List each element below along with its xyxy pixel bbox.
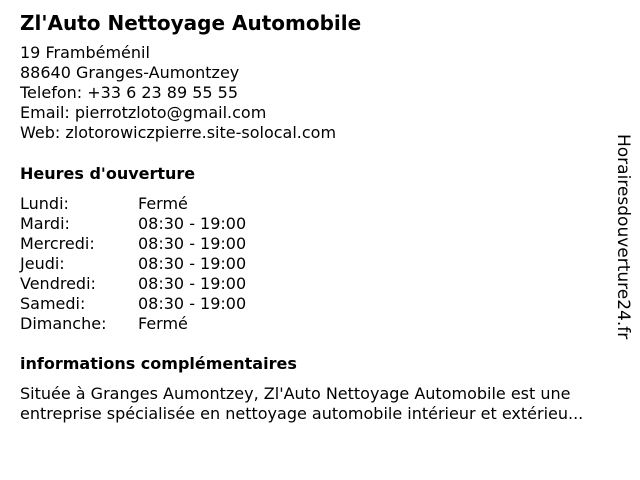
hours-row-friday [20, 274, 340, 294]
time-value: Fermé [138, 194, 188, 213]
hours-row-wednesday [20, 234, 340, 254]
hours-heading: Heures d'ouverture [20, 164, 196, 183]
phone-number: Telefon: +33 6 23 89 55 55 [20, 83, 239, 102]
time-value: 08:30 - 19:00 [138, 214, 247, 233]
day-label: Samedi: [20, 294, 86, 313]
day-label: Mardi: [20, 214, 70, 233]
time-value: 08:30 - 19:00 [138, 234, 247, 253]
day-label: Mercredi: [20, 234, 95, 253]
description-line: Située à Granges Aumontzey, Zl'Auto Nettoyage Automobile est une [20, 384, 571, 403]
business-name: Zl'Auto Nettoyage Automobile [20, 11, 362, 35]
description-line: entreprise spécialisée en nettoyage automobile intérieur et extérieu... [20, 404, 584, 423]
hours-row-tuesday [20, 214, 340, 234]
email-address: Email: pierrotzloto@gmail.com [20, 103, 267, 122]
address-city: 88640 Granges-Aumontzey [20, 63, 240, 82]
day-label: Dimanche: [20, 314, 107, 333]
side-brand-watermark: Horairesdouverture24.fr [613, 134, 633, 340]
hours-row-monday [20, 194, 340, 214]
day-label: Lundi: [20, 194, 69, 213]
info-heading: informations complémentaires [20, 354, 297, 373]
time-value: 08:30 - 19:00 [138, 254, 247, 273]
time-value: 08:30 - 19:00 [138, 294, 247, 313]
business-description [20, 384, 630, 424]
hours-row-thursday [20, 254, 340, 274]
hours-row-sunday [20, 314, 340, 334]
day-label: Jeudi: [20, 254, 65, 273]
website: Web: zlotorowiczpierre.site-solocal.com [20, 123, 337, 142]
contact-block [20, 43, 336, 143]
hours-row-saturday [20, 294, 340, 314]
day-label: Vendredi: [20, 274, 96, 293]
opening-hours-table [20, 194, 340, 334]
address-street: 19 Frambéménil [20, 43, 150, 62]
time-value: 08:30 - 19:00 [138, 274, 247, 293]
time-value: Fermé [138, 314, 188, 333]
